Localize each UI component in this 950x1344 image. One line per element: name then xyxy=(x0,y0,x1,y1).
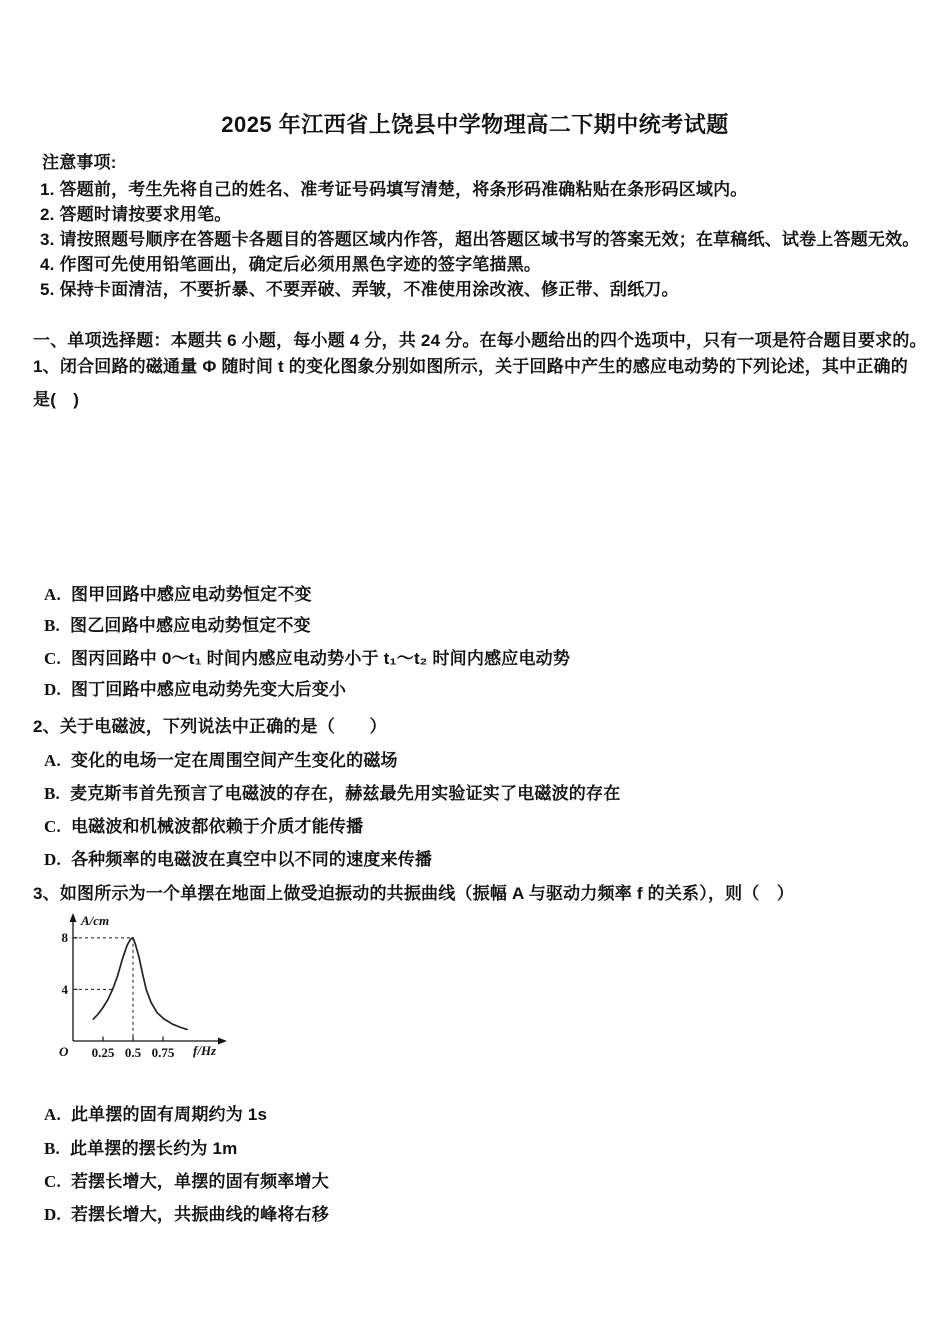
q3-option-d xyxy=(44,1200,329,1225)
option-label: C. xyxy=(44,1172,61,1191)
q1-option-c xyxy=(44,644,570,669)
notice-item-2: 2. 答题时请按要求用笔。 xyxy=(40,205,232,224)
y-axis-label: A/cm xyxy=(81,913,110,928)
q2-option-c xyxy=(44,812,363,837)
option-text: 各种频率的电磁波在真空中以不同的速度来传播 xyxy=(70,850,433,869)
notice-heading: 注意事项: xyxy=(42,153,117,172)
question-1-stem-line-2: 是( ) xyxy=(33,390,80,409)
option-label: A. xyxy=(44,751,61,770)
option-label: B. xyxy=(44,784,60,803)
q2-option-b xyxy=(44,779,620,804)
notice-item-5: 5. 保持卡面清洁，不要折暴、不要弄破、弄皱，不准使用涂改液、修正带、刮纸刀。 xyxy=(40,280,679,299)
y-tick-label-8: 8 xyxy=(61,930,68,945)
q1-option-a xyxy=(44,580,312,605)
option-text: 麦克斯韦首先预言了电磁波的存在，赫兹最先用实验证实了电磁波的存在 xyxy=(70,784,621,803)
option-text: 若摆长增大，单摆的固有频率增大 xyxy=(70,1172,329,1191)
x-tick-label-025: 0.25 xyxy=(91,1045,115,1060)
q3-option-b xyxy=(44,1134,238,1159)
q2-option-d xyxy=(44,845,432,870)
option-text: 此单摆的摆长约为 1m xyxy=(70,1139,238,1158)
option-label: A. xyxy=(44,585,61,604)
x-tick-label-05: 0.5 xyxy=(124,1045,142,1060)
option-text: 变化的电场一定在周围空间产生变化的磁场 xyxy=(70,751,398,770)
option-text: 图乙回路中感应电动势恒定不变 xyxy=(70,616,311,635)
option-label: C. xyxy=(44,649,61,668)
option-text: 图甲回路中感应电动势恒定不变 xyxy=(70,585,312,604)
option-label: D. xyxy=(44,1205,61,1224)
option-text: 图丙回路中 0～t₁ 时间内感应电动势小于 t₁～t₂ 时间内感应电动势 xyxy=(70,649,571,668)
section-1-heading: 一、单项选择题：本题共 6 小题，每小题 4 分，共 24 分。在每小题给出的四个选项中，只有一项是符合题目要求的。 xyxy=(33,331,927,350)
question-2-stem: 2、关于电磁波，下列说法中正确的是（ ） xyxy=(33,717,387,736)
question-1-figure-placeholder xyxy=(40,410,910,575)
q1-option-b xyxy=(44,611,311,636)
origin-label: O xyxy=(59,1044,69,1059)
notice-item-4: 4. 作图可先使用铅笔画出，确定后必须用黑色字迹的签字笔描黑。 xyxy=(40,255,542,274)
x-axis-label: f/Hz xyxy=(193,1043,217,1058)
notice-item-1: 1. 答题前，考生先将自己的姓名、准考证号码填写清楚，将条形码准确粘贴在条形码区域内。 xyxy=(40,180,748,199)
option-label: C. xyxy=(44,817,61,836)
q3-option-c xyxy=(44,1167,329,1192)
option-text: 若摆长增大，共振曲线的峰将右移 xyxy=(70,1205,329,1224)
question-3-stem: 3、如图所示为一个单摆在地面上做受迫振动的共振曲线（振幅 A 与驱动力频率 f 的关系），则（ ） xyxy=(33,884,794,903)
option-text: 图丁回路中感应电动势先变大后变小 xyxy=(70,680,347,699)
option-label: B. xyxy=(44,1139,60,1158)
y-tick-label-4: 4 xyxy=(61,982,68,997)
option-label: B. xyxy=(44,616,60,635)
resonance-curve-figure xyxy=(50,913,250,1073)
question-1-stem-line-1: 1、闭合回路的磁通量 Φ 随时间 t 的变化图象分别如图所示，关于回路中产生的感应电动势的下列论述，其中正确的 xyxy=(33,357,908,376)
option-label: D. xyxy=(44,680,61,699)
notice-item-3: 3. 请按照题号顺序在答题卡各题目的答题区域内作答，超出答题区域书写的答案无效；在草稿纸、试卷上答题无效。 xyxy=(40,230,920,249)
x-tick-label-075: 0.75 xyxy=(151,1045,175,1060)
option-label: A. xyxy=(44,1105,61,1124)
q3-option-a xyxy=(44,1100,267,1125)
option-text: 电磁波和机械波都依赖于介质才能传播 xyxy=(70,817,364,836)
option-text: 此单摆的固有周期约为 1s xyxy=(70,1105,268,1124)
q2-option-a xyxy=(44,746,398,771)
page-title: 2025 年江西省上饶县中学物理高二下期中统考试题 xyxy=(221,112,729,137)
q1-option-d xyxy=(44,675,346,700)
option-label: D. xyxy=(44,850,61,869)
